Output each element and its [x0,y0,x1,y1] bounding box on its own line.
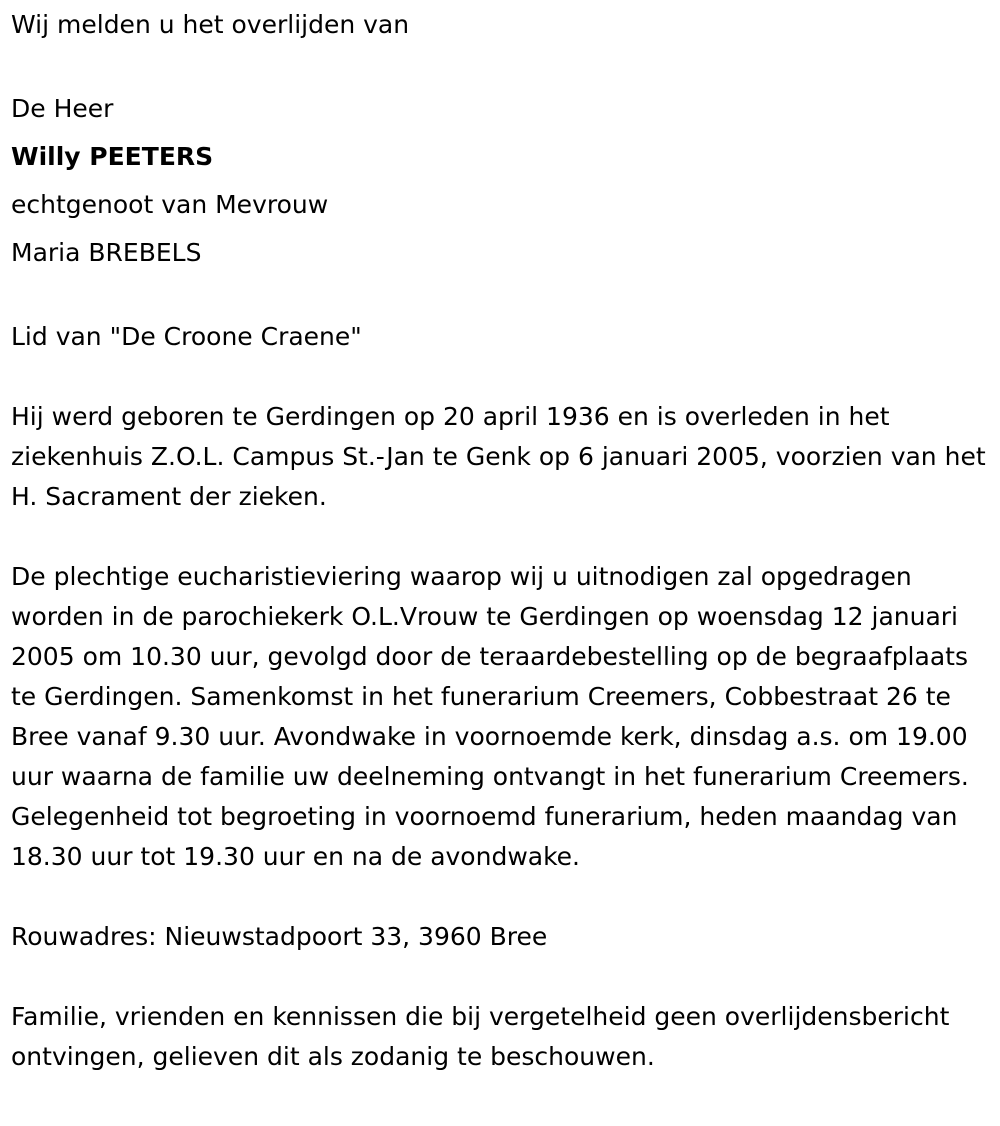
spouse-line: echtgenoot van Mevrouw [11,190,329,219]
address-line: Rouwadres: Nieuwstadpoort 33, 3960 Bree [11,922,548,951]
closing-paragraph: Familie, vrienden en kennissen die bij vergetelheid geen overlijdensbericht ontvingen, gelieven dit als zodanig te beschouwen. [11,1002,950,1071]
intro-line: Wij melden u het overlijden van [11,10,410,39]
birth-death-paragraph: Hij werd geboren te Gerdingen op 20 april 1936 en is overleden in het ziekenhuis Z.O.L. Campus St.-Jan te Genk op 6 januari 2005, voorzien van het H. Sacrament der zieken. [11,402,986,511]
spouse-name: Maria BREBELS [11,238,202,267]
honorific: De Heer [11,94,114,123]
death-notice [11,5,986,1077]
deceased-block [11,85,986,277]
deceased-name: Willy PEETERS [11,142,214,171]
ceremony-paragraph: De plechtige eucharistieviering waarop wij u uitnodigen zal opgedragen worden in de parochiekerk O.L.Vrouw te Gerdingen op woensdag 12 januari 2005 om 10.30 uur, gevolgd door de teraardebestelling op de begraafplaats te Gerdingen. Samenkomst in het funerarium Creemers, Cobbestraat 26 te Bree vanaf 9.30 uur. Avondwake in voornoemde kerk, dinsdag a.s. om 19.00 uur waarna de familie uw deelneming ontvangt in het funerarium Creemers. Gelegenheid tot begroeting in voornoemd funerarium, heden maandag van 18.30 uur tot 19.30 uur en na de avondwake. [11,562,969,871]
membership-line: Lid van "De Croone Craene" [11,322,362,351]
